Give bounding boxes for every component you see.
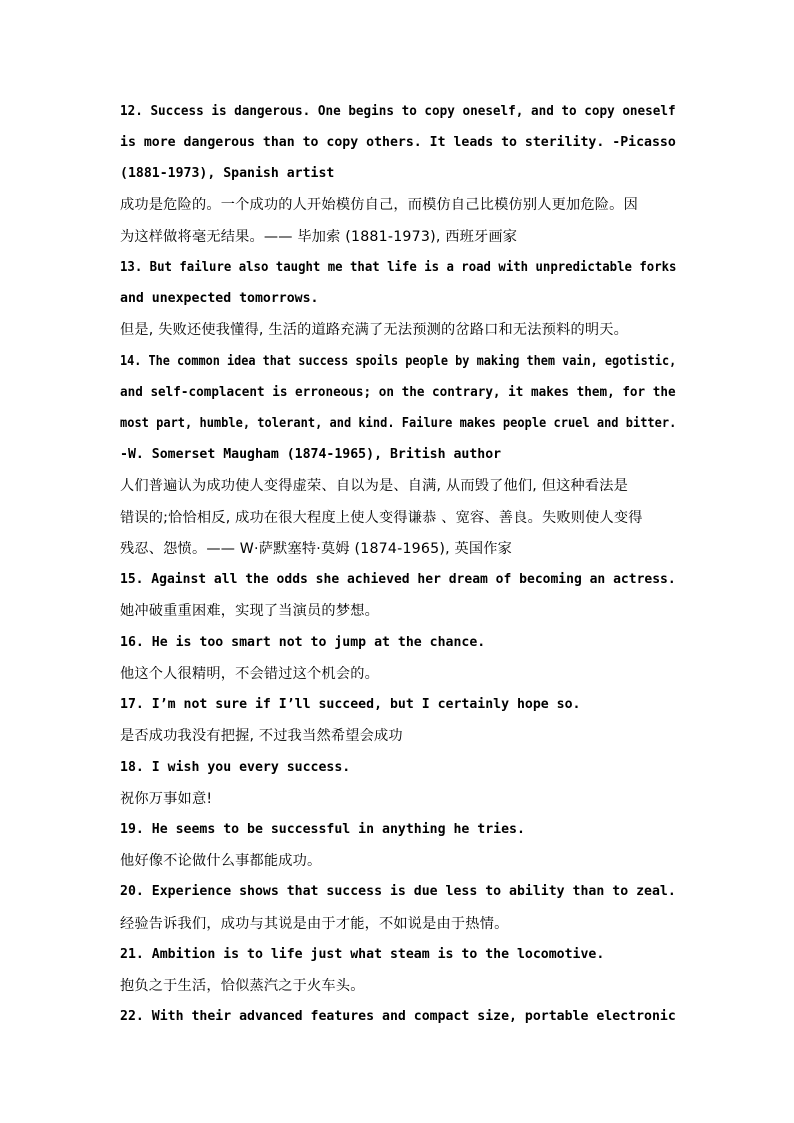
quote-line-en: 22. With their advanced features and compact size, portable electronic xyxy=(120,1009,676,1024)
translation-line-cn: 她冲破重重困难，实现了当演员的梦想。 xyxy=(120,603,379,619)
translation-line-cn: 经验告诉我们，成功与其说是由于才能，不如说是由于热情。 xyxy=(120,916,509,932)
translation-line-cn: 抱负之于生活，恰似蒸汽之于火车头。 xyxy=(120,978,365,994)
quote-line-en: and unexpected tomorrows. xyxy=(120,291,319,306)
translation-line-cn: 为这样做将毫无结果。—— 毕加索 (1881-1973), 西班牙画家 xyxy=(120,229,518,245)
quote-line-en: 20. Experience shows that success is due less to ability than to zeal. xyxy=(120,884,676,899)
quote-line-en: 21. Ambition is to life just what steam is to the locomotive. xyxy=(120,947,605,962)
translation-line-cn: 是否成功我没有把握, 不过我当然希望会成功 xyxy=(120,728,403,744)
translation-line-cn: 他这个人很精明，不会错过这个机会的。 xyxy=(120,666,379,682)
quote-line-en: 13. But failure also taught me that life is a road with unpredictable forks xyxy=(120,260,677,275)
quote-line-en: 15. Against all the odds she achieved her dream of becoming an actress. xyxy=(120,572,676,587)
quote-line-en: most part, humble, tolerant, and kind. Failure makes people cruel and bitter. xyxy=(120,416,677,431)
quote-line-en: (1881-1973), Spanish artist xyxy=(120,166,335,181)
quote-line-en: 12. Success is dangerous. One begins to copy oneself, and to copy oneself xyxy=(120,104,676,119)
quote-line-en: -W. Somerset Maugham (1874-1965), British author xyxy=(120,447,502,462)
quote-line-en: is more dangerous than to copy others. It leads to sterility. -Picasso xyxy=(120,135,676,150)
translation-line-cn: 但是, 失败还使我懂得, 生活的道路充满了无法预测的岔路口和无法预料的明天。 xyxy=(120,322,629,338)
quote-line-en: 14. The common idea that success spoils people by making them vain, egotistic, xyxy=(120,354,677,369)
translation-line-cn: 残忍、怨愤。—— W·萨默塞特·莫姆 (1874-1965), 英国作家 xyxy=(120,541,513,557)
quote-line-en: 18. I wish you every success. xyxy=(120,760,351,775)
translation-line-cn: 他好像不论做什么事都能成功。 xyxy=(120,853,322,869)
quote-line-en: 16. He is too smart not to jump at the chance. xyxy=(120,635,486,650)
quote-line-en: and self-complacent is erroneous; on the contrary, it makes them, for the xyxy=(120,385,676,400)
quote-line-en: 19. He seems to be successful in anything he tries. xyxy=(120,822,525,837)
quote-line-en: 17. I’m not sure if I’ll succeed, but I certainly hope so. xyxy=(120,697,581,712)
translation-line-cn: 成功是危险的。一个成功的人开始模仿自己，而模仿自己比模仿别人更加危险。因 xyxy=(120,197,638,213)
translation-line-cn: 祝你万事如意! xyxy=(120,791,213,807)
translation-line-cn: 人们普遍认为成功使人变得虚荣、自以为是、自满, 从而毁了他们, 但这种看法是 xyxy=(120,478,629,494)
translation-line-cn: 错误的;恰恰相反, 成功在很大程度上使人变得谦恭 、宽容、善良。失败则使人变得 xyxy=(120,510,643,526)
